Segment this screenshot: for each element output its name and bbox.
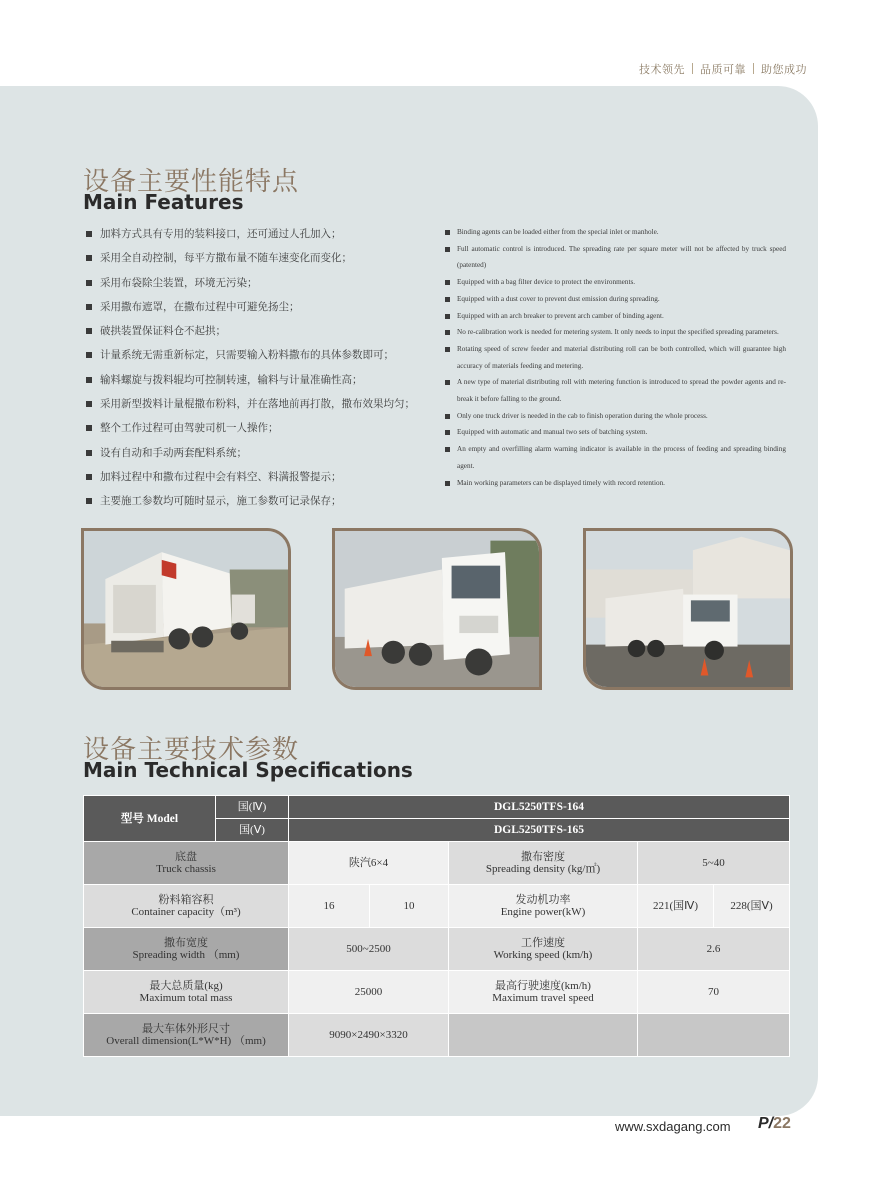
feature-item-en: Rotating speed of screw feeder and material distributing roll can be both controlled, which will guarantee high accuracy of materials feeding and metering. [445,341,786,374]
feature-item-en: Equipped with a bag filter device to protect the environments. [445,274,786,291]
features-title-en: Main Features [83,190,244,214]
spec-value: 221(国Ⅳ) [638,885,714,928]
specs-title-en: Main Technical Specifications [83,758,413,782]
model-standard: 国(Ⅳ) [216,796,289,819]
feature-item-en: An empty and overfilling alarm warning indicator is available in the process of feeding and spreading binding agent. [445,441,786,474]
feature-item-cn: 采用新型拨料计量棍撒布粉料，并在落地前再打散，撒布效果均匀； [86,392,441,416]
footer-url: www.sxdagang.com [615,1119,731,1134]
page-number: P/22 [758,1115,791,1132]
spec-value: 9090×2490×3320 [289,1014,449,1057]
slogan-1: 技术领先 [639,63,685,76]
spec-label: 撒布密度 Spreading density (kg/㎡) [449,842,638,885]
feature-item-en: Main working parameters can be displayed timely with record retention. [445,475,786,492]
spec-label: 最大车体外形尺寸 Overall dimension(L*W*H) （mm) [84,1014,289,1057]
truck-front-photo [332,528,542,690]
spec-label: 最高行驶速度(km/h) Maximum travel speed [449,971,638,1014]
spec-label: 粉料箱容积 Container capacity（m³) [84,885,289,928]
spec-value: 500~2500 [289,928,449,971]
feature-item-cn: 主要施工参数均可随时显示，施工参数可记录保存； [86,489,441,513]
model-number: DGL5250TFS-165 [289,819,790,842]
feature-item-cn: 破拱装置保证料仓不起拱； [86,319,441,343]
model-row [84,796,790,819]
feature-item-cn: 采用布袋除尘装置，环境无污染； [86,271,441,295]
spec-value: 5~40 [638,842,790,885]
spec-value: 70 [638,971,790,1014]
features-list-en [445,224,786,491]
slogan-separator [753,63,754,74]
feature-item-cn: 计量系统无需重新标定，只需要输入粉料撒布的具体参数即可； [86,343,441,367]
feature-item-cn: 输料螺旋与拨料辊均可控制转速，输料与计量准确性高； [86,368,441,392]
feature-item-cn: 整个工作过程可由驾驶司机一人操作； [86,416,441,440]
spec-value: 10 [370,885,449,928]
header-slogan [639,61,807,77]
model-number: DGL5250TFS-164 [289,796,790,819]
spec-row [84,928,790,971]
model-label: 型号 Model [84,796,216,842]
feature-item-cn: 加料方式具有专用的装料接口，还可通过人孔加入； [86,222,441,246]
feature-item-cn: 采用撒布遮罩，在撒布过程中可避免扬尘； [86,295,441,319]
spec-value: 25000 [289,971,449,1014]
spec-value: 陕汽6×4 [289,842,449,885]
feature-item-cn: 加料过程中和撒布过程中会有料空、料满报警提示； [86,465,441,489]
feature-item-en: Binding agents can be loaded either from the special inlet or manhole. [445,224,786,241]
spec-empty [449,1014,638,1057]
spec-value: 228(国Ⅴ) [714,885,790,928]
spec-row [84,1014,790,1057]
features-title-cn: 设备主要性能特点 [83,167,300,197]
spec-empty [638,1014,790,1057]
feature-item-en: Equipped with automatic and manual two sets of batching system. [445,424,786,441]
spec-label: 底盘 Truck chassis [84,842,289,885]
truck-rear-photo [81,528,291,690]
slogan-2: 品质可靠 [700,63,746,76]
feature-item-en: A new type of material distributing roll with metering function is introduced to spread the powder agents and re-break it before falling to the ground. [445,374,786,407]
slogan-separator [692,63,693,74]
feature-item-en: Equipped with an arch breaker to prevent arch camber of binding agent. [445,308,786,325]
feature-item-en: Equipped with a dust cover to prevent dust emission during spreading. [445,291,786,308]
truck-worksite-photo [583,528,793,690]
slogan-3: 助您成功 [761,63,807,76]
spec-label: 最大总质量(kg) Maximum total mass [84,971,289,1014]
specs-table [83,795,790,1057]
features-list-cn [86,222,441,514]
feature-item-en: Full automatic control is introduced. The spreading rate per square meter will not be affected by truck speed (patented) [445,241,786,274]
feature-item-en: Only one truck driver is needed in the cab to finish operation during the whole process. [445,408,786,425]
feature-item-cn: 采用全自动控制，每平方撒布量不随车速变化而变化； [86,246,441,270]
model-standard: 国(Ⅴ) [216,819,289,842]
feature-item-en: No re-calibration work is needed for metering system. It only needs to input the specified spreading parameters. [445,324,786,341]
spec-value: 2.6 [638,928,790,971]
spec-value: 16 [289,885,370,928]
spec-row [84,971,790,1014]
spec-label: 工作速度 Working speed (km/h) [449,928,638,971]
spec-label: 发动机功率 Engine power(kW) [449,885,638,928]
spec-label: 撒布宽度 Spreading width （mm) [84,928,289,971]
feature-item-cn: 设有自动和手动两套配料系统； [86,441,441,465]
spec-row [84,842,790,885]
specs-title-cn: 设备主要技术参数 [83,735,300,765]
spec-row [84,885,790,928]
